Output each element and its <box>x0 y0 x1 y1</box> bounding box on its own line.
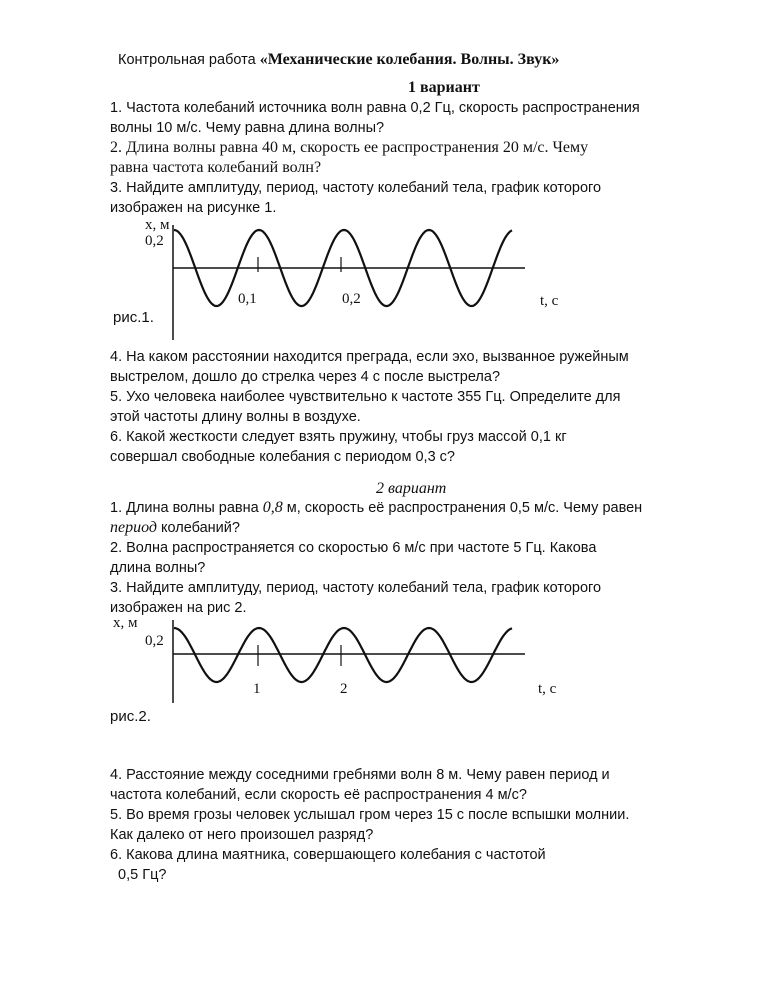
v2-q5-line-2: Как далеко от него произошел разряд? <box>110 827 374 843</box>
v1-q6-line-2: совершал свободные колебания с периодом 0,3 с? <box>110 449 455 465</box>
v2-q6-line-1: 6. Какова длина маятника, совершающего колебания с частотой <box>110 847 546 863</box>
v2-q1-period: период <box>110 519 157 536</box>
fig2-wave <box>174 628 512 682</box>
fig1-x-tick-1: 0,1 <box>238 291 257 307</box>
v2-q6-line-2: 0,5 Гц? <box>110 867 167 883</box>
v1-q4-line-1: 4. На каком расстоянии находится преграда, если эхо, вызванное ружейным <box>110 349 629 365</box>
v1-line-1: 1. Частота колебаний источника волн равна 0,2 Гц, скорость распространения <box>110 100 640 116</box>
fig2-x-label: t, c <box>538 681 557 697</box>
fig1-y-tick: 0,2 <box>145 233 164 249</box>
fig1-caption: рис.1. <box>113 309 154 326</box>
v2-q5-line-1: 5. Во время грозы человек услышал гром через 15 с после вспышки молнии. <box>110 807 630 823</box>
v1-q5-line-2: этой частоты длину волны в воздухе. <box>110 409 361 425</box>
fig1-x-label: t, c <box>540 293 559 309</box>
v2-line-2: длина волны? <box>110 560 206 576</box>
v2-line-4: изображен на рис 2. <box>110 600 247 616</box>
v1-q4-line-2: выстрелом, дошло до стрелка через 4 с после выстрела? <box>110 369 501 385</box>
v2-q4-line-2: частота колебаний, если скорость её распространения 4 м/с? <box>110 787 527 803</box>
fig2-x-tick-1: 1 <box>253 681 261 697</box>
v1-q5-line-1: 5. Ухо человека наиболее чувствительно к частоте 355 Гц. Определите для <box>110 389 621 405</box>
v1-line-2: волны 10 м/с. Чему равна длина волны? <box>110 120 385 136</box>
v1-line-4: равна частота колебаний волн? <box>110 159 322 176</box>
variant2-heading: 2 вариант <box>376 480 447 497</box>
v2-line-3: 3. Найдите амплитуду, период, частоту колебаний тела, график которого <box>110 580 602 596</box>
fig2-y-tick: 0,2 <box>145 633 164 649</box>
title-prefix: Контрольная работа <box>118 52 260 68</box>
v2-q1-text-b: м, скорость её распространения 0,5 м/с. Чему равен <box>282 500 643 516</box>
v1-q6-line-1: 6. Какой жесткости следует взять пружину, чтобы груз массой 0,1 кг <box>110 429 567 445</box>
v2-q4-line-1: 4. Расстояние между соседними гребнями волн 8 м. Чему равен период и <box>110 767 610 783</box>
fig2-y-label: x, м <box>113 615 138 631</box>
variant1-heading: 1 вариант <box>408 79 480 96</box>
v1-line-6: изображен на рисунке 1. <box>110 200 277 216</box>
v2-q1-text-c: колебаний? <box>156 520 240 536</box>
fig2-x-tick-2: 2 <box>340 681 348 697</box>
v2-line-1: 2. Волна распространяется со скоростью 6 м/с при частоте 5 Гц. Какова <box>110 540 597 556</box>
v2-q1-text-a: 1. Длина волны равна <box>110 500 263 516</box>
fig1-x-tick-2: 0,2 <box>342 291 361 307</box>
fig1-y-label: x, м <box>145 217 170 233</box>
v1-line-3: 2. Длина волны равна 40 м, скорость ее распространения 20 м/с. Чему <box>110 139 589 156</box>
fig2-caption: рис.2. <box>110 708 151 725</box>
title-main: «Механические колебания. Волны. Звук» <box>259 51 560 68</box>
v2-q1-value: 0,8 <box>262 499 283 516</box>
v1-line-5: 3. Найдите амплитуду, период, частоту колебаний тела, график которого <box>110 180 602 196</box>
